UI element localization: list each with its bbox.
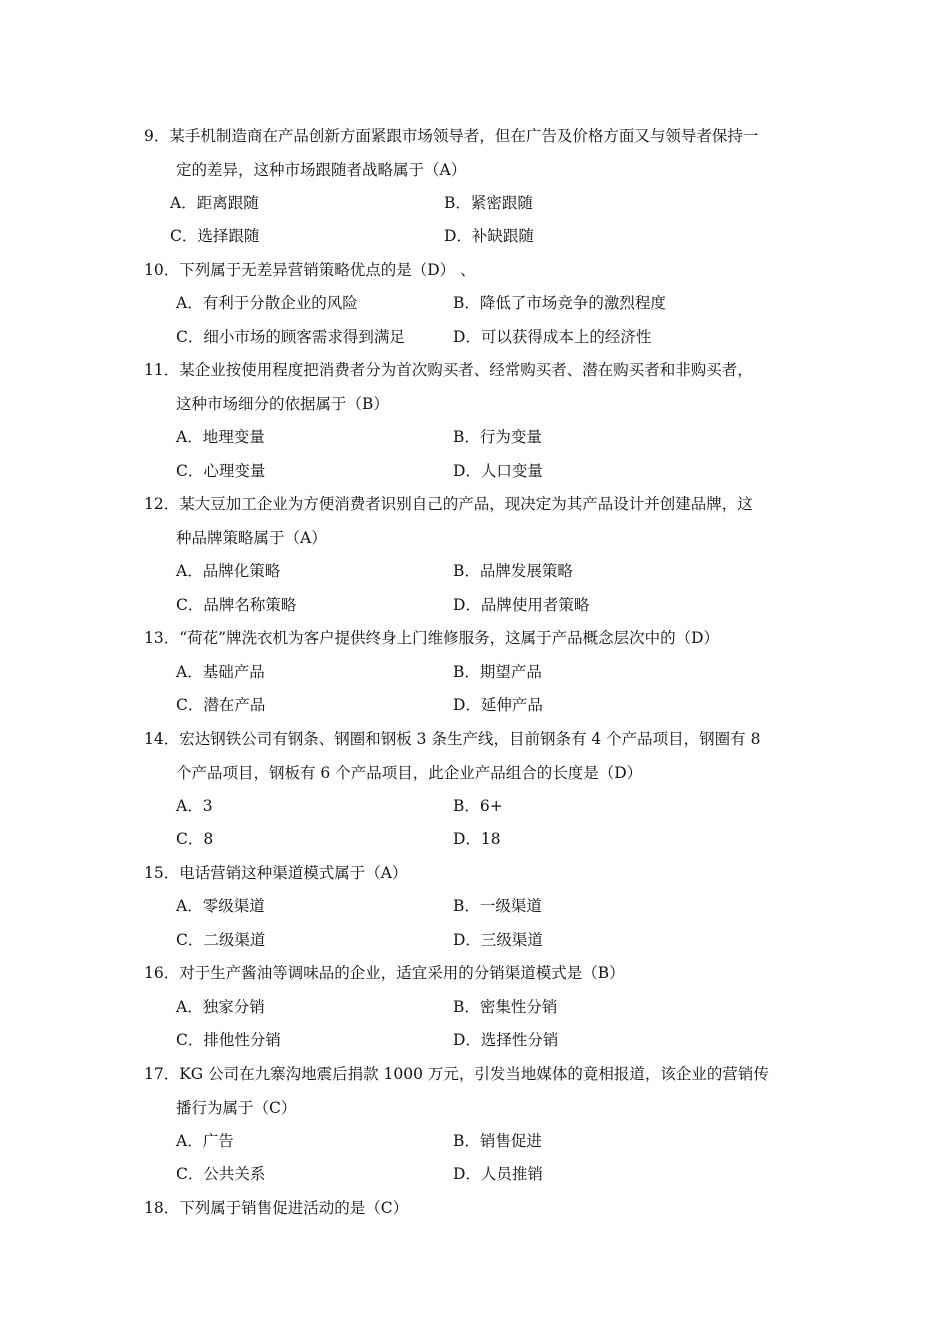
option-c: C．公共关系 — [176, 1165, 266, 1183]
option-d: D．延伸产品 — [453, 696, 543, 714]
question-stem: 17．KG 公司在九寨沟地震后捐款 1000 万元，引发当地媒体的竟相报道，该企业的营销传 — [144, 1065, 769, 1083]
option-d: D．人员推销 — [453, 1165, 543, 1183]
option-row — [0, 1158, 950, 1191]
question-stem: 18．下列属于销售促进活动的是（C） — [144, 1199, 409, 1217]
option-a: A．独家分销 — [176, 998, 265, 1016]
question-stem-continued: 这种市场细分的依据属于（B） — [176, 394, 389, 413]
question-11 — [144, 354, 814, 421]
option-row — [0, 555, 950, 588]
question-stem: 14．宏达钢铁公司有钢条、钢圈和钢板 3 条生产线，目前钢条有 4 个产品项目，钢圈有 8 — [144, 730, 761, 748]
question-stem-continued: 种品牌策略属于（A） — [176, 528, 327, 547]
option-row — [0, 924, 950, 957]
question-stem-continued: 播行为属于（C） — [176, 1098, 297, 1117]
option-row — [0, 1024, 950, 1057]
option-a: A．基础产品 — [176, 663, 265, 681]
question-15 — [144, 857, 814, 891]
option-d: D．人口变量 — [453, 462, 543, 480]
option-b: B．品牌发展策略 — [453, 562, 573, 580]
option-d: D．补缺跟随 — [444, 227, 534, 245]
option-c: C．品牌名称策略 — [176, 596, 297, 614]
option-c: C．二级渠道 — [176, 931, 266, 949]
option-c: C．细小市场的顾客需求得到满足 — [176, 328, 405, 346]
option-row — [0, 421, 950, 454]
option-d: D．品牌使用者策略 — [453, 596, 590, 614]
question-10 — [144, 254, 814, 288]
option-b: B．行为变量 — [453, 428, 542, 446]
option-row — [0, 823, 950, 856]
question-16 — [144, 957, 814, 991]
option-d: D．可以获得成本上的经济性 — [453, 328, 652, 346]
option-row — [0, 689, 950, 722]
option-c: C．8 — [176, 830, 214, 848]
question-stem: 13．“荷花”牌洗衣机为客户提供终身上门维修服务，这属于产品概念层次中的（D） — [144, 629, 720, 647]
option-a: A．零级渠道 — [176, 897, 265, 915]
question-stem: 16．对于生产酱油等调味品的企业，适宜采用的分销渠道模式是（B） — [144, 964, 625, 982]
option-row — [0, 890, 950, 923]
option-c: C．排他性分销 — [176, 1031, 281, 1049]
option-row — [0, 589, 950, 622]
option-a: A．有利于分散企业的风险 — [176, 294, 358, 312]
option-a: A．3 — [176, 797, 213, 815]
option-row — [0, 220, 950, 253]
option-row — [0, 1125, 950, 1158]
option-a: A．品牌化策略 — [176, 562, 281, 580]
option-c: C．心理变量 — [176, 462, 266, 480]
option-d: D．18 — [453, 830, 501, 848]
option-row — [0, 287, 950, 320]
option-a: A．地理变量 — [176, 428, 265, 446]
option-c: C．潜在产品 — [176, 696, 266, 714]
question-stem: 10．下列属于无差异营销策略优点的是（D） 、 — [144, 261, 476, 279]
option-row — [0, 790, 950, 823]
question-12 — [144, 488, 814, 555]
question-stem-continued: 个产品项目，钢板有 6 个产品项目，此企业产品组合的长度是（D） — [176, 763, 643, 782]
option-row — [0, 455, 950, 488]
option-a: A．广告 — [176, 1132, 234, 1150]
option-d: D．选择性分销 — [453, 1031, 559, 1049]
option-d: D．三级渠道 — [453, 931, 543, 949]
option-row — [0, 187, 950, 220]
question-stem: 9．某手机制造商在产品创新方面紧跟市场领导者，但在广告及价格方面又与领导者保持一 — [144, 127, 759, 145]
option-row — [0, 321, 950, 354]
option-b: B．期望产品 — [453, 663, 542, 681]
option-row — [0, 991, 950, 1024]
option-row — [0, 656, 950, 689]
option-b: B．6+ — [453, 797, 503, 815]
option-b: B．销售促进 — [453, 1132, 542, 1150]
option-b: B．密集性分销 — [453, 998, 558, 1016]
option-a: A．距离跟随 — [170, 194, 259, 212]
question-stem-continued: 定的差异，这种市场跟随者战略属于（A） — [176, 160, 467, 179]
question-13 — [144, 622, 814, 656]
question-14 — [144, 723, 814, 790]
option-b: B．降低了市场竞争的激烈程度 — [453, 294, 666, 312]
option-b: B．一级渠道 — [453, 897, 542, 915]
option-c: C．选择跟随 — [170, 227, 260, 245]
question-9 — [144, 120, 814, 187]
question-stem: 15．电话营销这种渠道模式属于（A） — [144, 864, 408, 882]
question-stem: 11．某企业按使用程度把消费者分为首次购买者、经常购买者、潜在购买者和非购买者， — [144, 361, 753, 379]
option-b: B．紧密跟随 — [444, 194, 533, 212]
question-17 — [144, 1058, 814, 1125]
question-stem: 12．某大豆加工企业为方便消费者识别自己的产品，现决定为其产品设计并创建品牌，这 — [144, 495, 753, 513]
question-18 — [144, 1192, 814, 1226]
